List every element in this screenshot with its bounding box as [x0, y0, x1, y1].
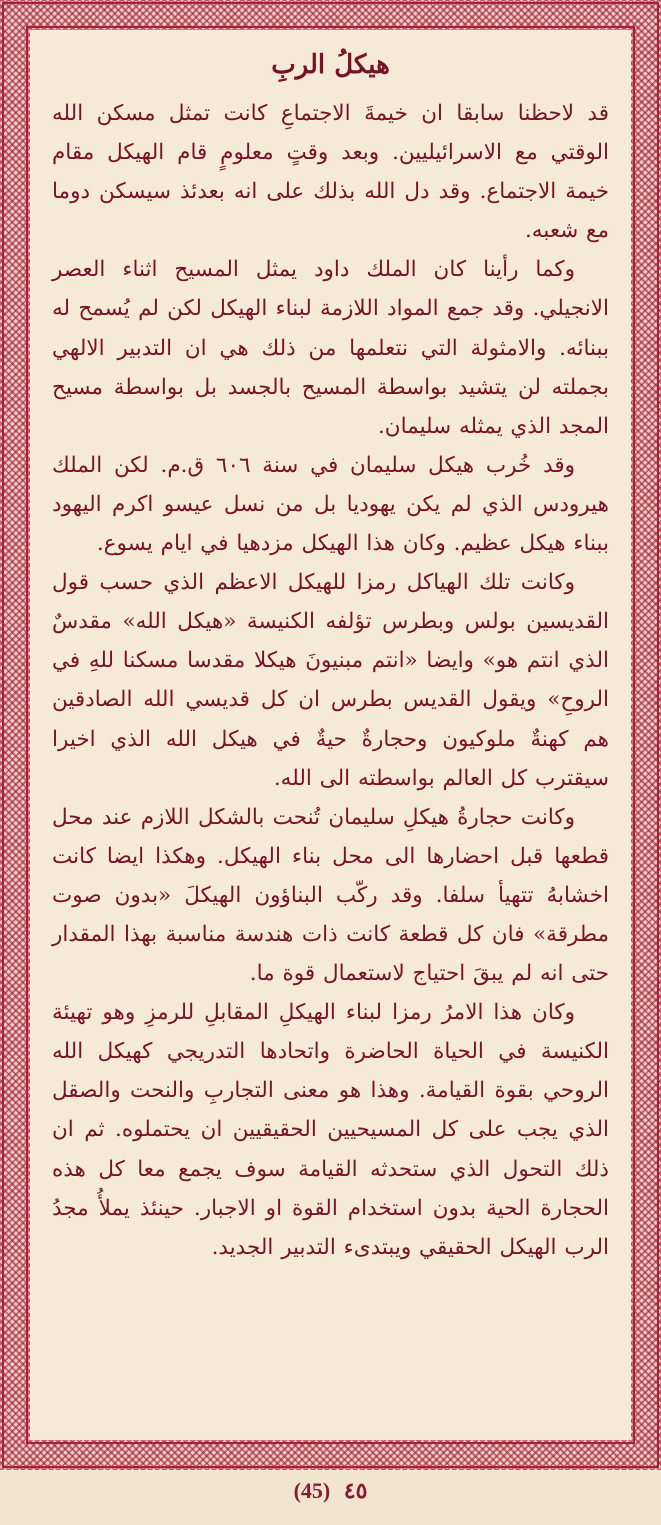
paragraph-3: وقد خُرب هيكل سليمان في سنة ٦٠٦ ق.م. لكن الملك هيرودس الذي لم يكن يهوديا بل من نسل عيسو اكرم اليهود ببناء هيكل عظيم. وكان هذا الهيكل مزدهيا في ايام يسوع.: [52, 452, 609, 557]
paragraph-1: قد لاحظنا سابقا ان خيمةَ الاجتماعِ كانت تمثل مسكن الله الوقتي مع الاسرائيليين. وبعد وقتٍ معلومٍ قام الهيكل مقام خيمة الاجتماع. وقد دل الله بذلك على انه بعدئذ سيسكن دوما مع شعبه.: [52, 101, 609, 244]
page-number-latin: (45): [293, 1478, 331, 1503]
text-panel: [30, 30, 631, 1440]
page-number-arabic: ٤٥: [343, 1478, 368, 1503]
paragraph-6: وكان هذا الامرُ رمزا لبناء الهيكلِ المقابلِ للرمزِ وهو تهيئة الكنيسة في الحياة الحاضرة واتحادها التدريجي كهيكل الله الروحي بقوة القيامة. وهذا هو معنى التجاربِ والنحت والصقل الذي يجب على كل المسيحيين الحقيقيين ان يحتملوه. ثم ان ذلك التحول الذي ستحدثه القيامة سوف يجمع معا كل هذه الحجارة الحية بدون استخدام القوة او الاجبار. حينئذ يملأُ مجدُ الرب الهيكل الحقيقي ويبتدىء التدبير الجديد.: [52, 1000, 609, 1260]
paragraph-4: وكانت تلك الهياكل رمزا للهيكل الاعظم الذي حسب قول القديسين بولس وبطرس تؤلفه الكنيسة «هيكل الله» مقدسٌ الذي انتم هو» وايضا «انتم مبنيونَ هيكلا مقدسا مسكنا للهِ في الروحِ» ويقول القديس بطرس ان كل قديسي الله الصادقين هم كهنةٌ ملوكيون وحجارةٌ حيةٌ في هيكل الله الذي اخيرا سيقترب كل العالم بواسطته الى الله.: [52, 570, 609, 791]
page-title: هيكلُ الربِ: [271, 50, 390, 80]
paragraph-5: وكانت حجارةُ هيكلِ سليمان تُنحت بالشكل اللازم عند محل قطعها قبل احضارها الى محل بناء الهيكل. وهكذا ايضا كانت اخشابهُ تتهيأ سلفا. وقد ركّب البناؤون الهيكلَ «بدون صوت مطرقة» فان كل قطعة كانت ذات هندسة مناسبة بهذا المقدار حتى انه لم يبقَ احتياج لاستعمال قوة ما.: [52, 804, 609, 987]
paragraph-2: وكما رأينا كان الملك داود يمثل المسيح اثناء العصر الانجيلي. وقد جمع المواد اللازمة لبناء الهيكل لكن لم يُسمح له ببنائه. والامثولة التي نتعلمها من ذلك هي ان التدبير الالهي بجملته لن يتشيد بواسطة المسيح بالجسد بل بواسطة مسيح المجد الذي يمثله سليمان.: [52, 257, 609, 439]
body-text: [52, 94, 609, 1267]
page-number: [0, 1478, 661, 1518]
